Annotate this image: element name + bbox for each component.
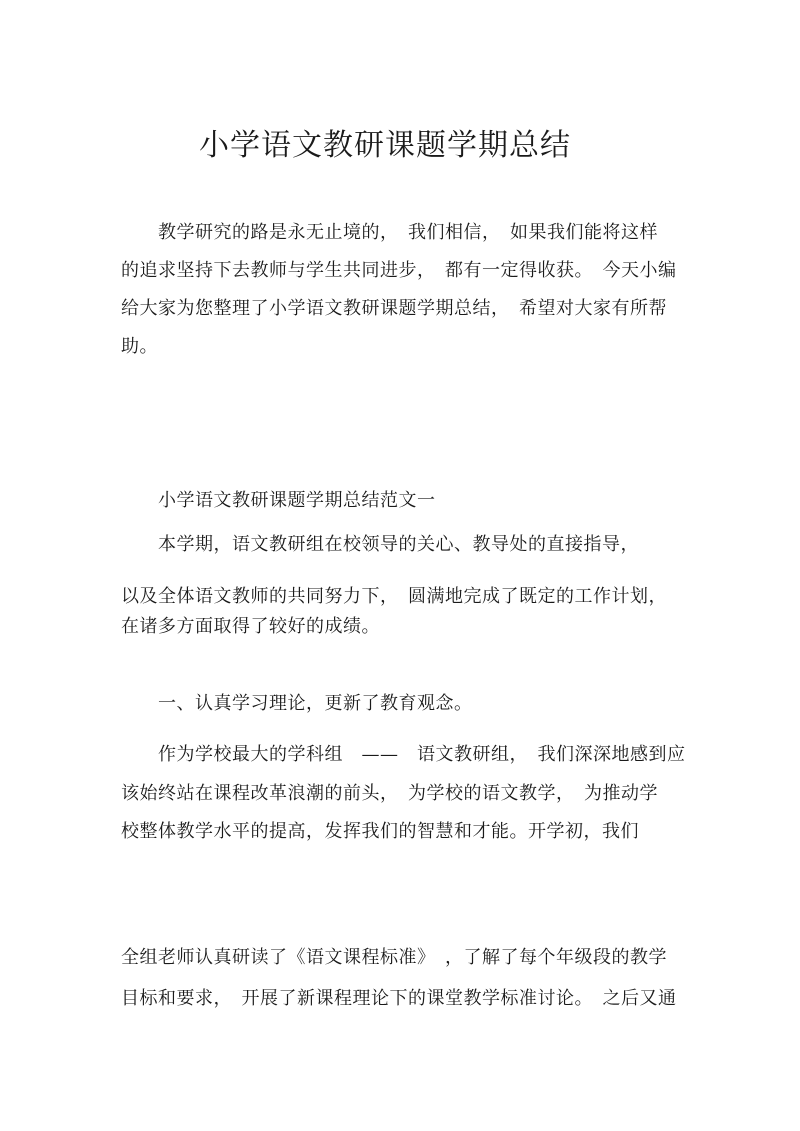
paragraph-line: 在诸多方面取得了较好的成绩。 [121,616,380,637]
intro-line: 助。 [121,336,158,357]
paragraph-line: 该始终站在课程改革浪潮的前头， 为学校的语文教学， 为推动学 [121,783,658,804]
intro-line: 的追求坚持下去教师与学生共同进步， 都有一定得收获。 今天小编 [121,260,677,281]
paragraph-line: 校整体教学水平的提高，发挥我们的智慧和才能。开学初，我们 [121,821,639,842]
intro-line: 教学研究的路是永无止境的， 我们相信， 如果我们能将这样 [121,222,658,243]
paragraph-line: 以及全体语文教师的共同努力下， 圆满地完成了既定的工作计划， [121,586,667,607]
document-title: 小学语文教研课题学期总结 [199,128,571,163]
point-heading: 一、认真学习理论，更新了教育观念。 [121,693,473,714]
section-heading: 小学语文教研课题学期总结范文一 [121,490,436,511]
paragraph-line: 全组老师认真研读了《语文课程标准》 ，了解了每个年级段的教学 [121,947,667,968]
paragraph-line: 目标和要求， 开展了新课程理论下的课堂教学标准讨论。 之后又通 [121,988,677,1009]
paragraph-line: 本学期，语文教研组在校领导的关心、教导处的直接指导， [121,534,639,555]
intro-line: 给大家为您整理了小学语文教研课题学期总结， 希望对大家有所帮 [121,298,667,319]
paragraph-line: 作为学校最大的学科组 —— 语文教研组， 我们深深地感到应 [121,744,686,765]
